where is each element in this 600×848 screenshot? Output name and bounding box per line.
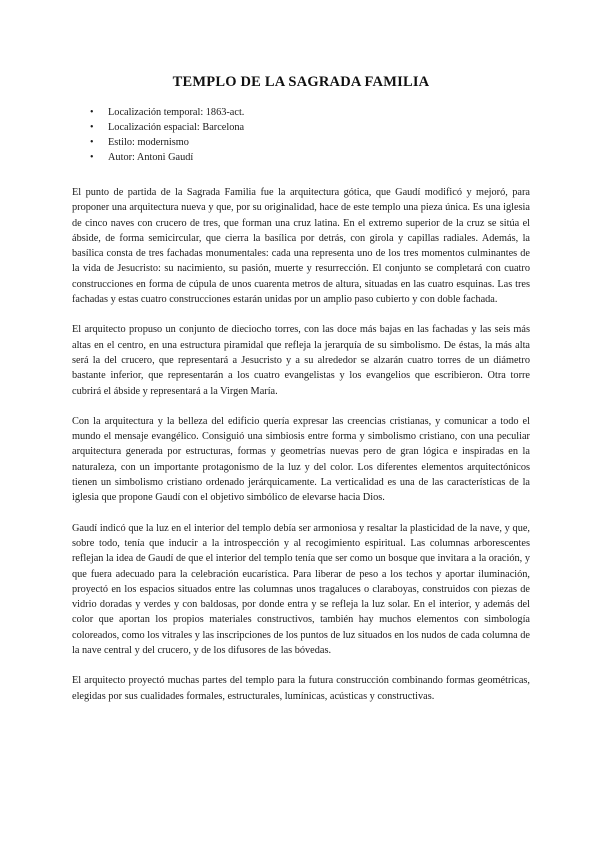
paragraph-4: Gaudí indicó que la luz en el interior del templo debía ser armoniosa y resaltar la plasticidad de la nave, y que, sobre todo, tenía que inducir a la introspección y al recogimiento espiritual. Las columnas arborescentes reflejan la idea de Gaudí de que el interior del templo tenía que ser como un bosque que invitara a la oración, y que fuera adecuado para la celebración eucarística. Para liberar de peso a los techos y aportar iluminación, proyectó en los espacios situados entre las columnas unos tragaluces o claraboyas, construidos con piezas de vidrio doradas y verdes y con baldosas, por donde entra y se refleja la luz solar. En el interior, y además del color que aportan los propios materiales constructivos, también hay muchos elementos con simbología coloreados, como los vitrales y las inscripciones de los puntos de luz situados en los nudos de cada columna de la nave central y del crucero, y de los difusores de las bóvedas. [72, 522, 530, 657]
paragraph-5: El arquitecto proyectó muchas partes del templo para la futura construcción combinando formas geométricas, elegidas por sus cualidades formales, estructurales, lumínicas, acústicas y constructivas. [72, 675, 530, 702]
meta-space-location: • Localización espacial: Barcelona [90, 120, 530, 135]
meta-style: • Estilo: modernismo [90, 135, 530, 150]
paragraph-2: El arquitecto propuso un conjunto de dieciocho torres, con las doce más bajas en las fachadas y las seis más altas en el centro, en una estructura piramidal que refleja la jerarquía de su simbolismo. De éstas, la más alta será la del crucero, que representará a Jesucristo y a su alrededor se alzarán cuatro torres de un diámetro bastante inferior, que representarán a los cuatro evangelistas y los evangelios que escribieron. Otra torre cubrirá el ábside y representará a la Virgen María. [72, 324, 530, 397]
meta-author: • Autor: Antoni Gaudí [90, 150, 530, 165]
document-title: TEMPLO DE LA SAGRADA FAMILIA [172, 74, 430, 90]
paragraph-3: Con la arquitectura y la belleza del edificio quería expresar las creencias cristianas, y comunicar a todo el mundo el mensaje evangélico. Consiguió una simbiosis entre forma y simbolismo cristiano, con una peculiar arquitectura generada por estructuras, formas y geometrías nuevas pero de gran lógica e inspiradas en la naturaleza, con un importante protagonismo de la luz y del color. Los diferentes elementos arquitectónicos tienen un simbolismo cristiano ordenado jerárquicamente. La verticalidad es una de las características de la iglesia que propone Gaudí con el objetivo simbólico de elevarse hacia Dios. [72, 415, 530, 504]
meta-time-location: • Localización temporal: 1863-act. [90, 105, 530, 120]
paragraph-1: El punto de partida de la Sagrada Familia fue la arquitectura gótica, que Gaudí modificó y mejoró, para proponer una arquitectura nueva y que, por su originalidad, hace de este templo una pieza única. Es una iglesia de cinco naves con crucero de tres, que forman una cruz latina. En el extremo superior de la cruz se sitúa el ábside, de forma semicircular, que cierra la basílica por detrás, con girola y capillas radiales. Además, la basílica consta de tres fachadas monumentales: cada una representa uno de los tres momentos culminantes de la vida de Jesucristo: su nacimiento, su pasión, muerte y resurrección. El conjunto se completará con cuatro construcciones en forma de cúpula de unos cuarenta metros de altura, situadas en las cuatro esquinas. Las tres fachadas y estas cuatro construcciones estarán unidas por un amplio paso cubierto y con doble fachada. [72, 187, 530, 306]
metadata-list [90, 105, 530, 165]
